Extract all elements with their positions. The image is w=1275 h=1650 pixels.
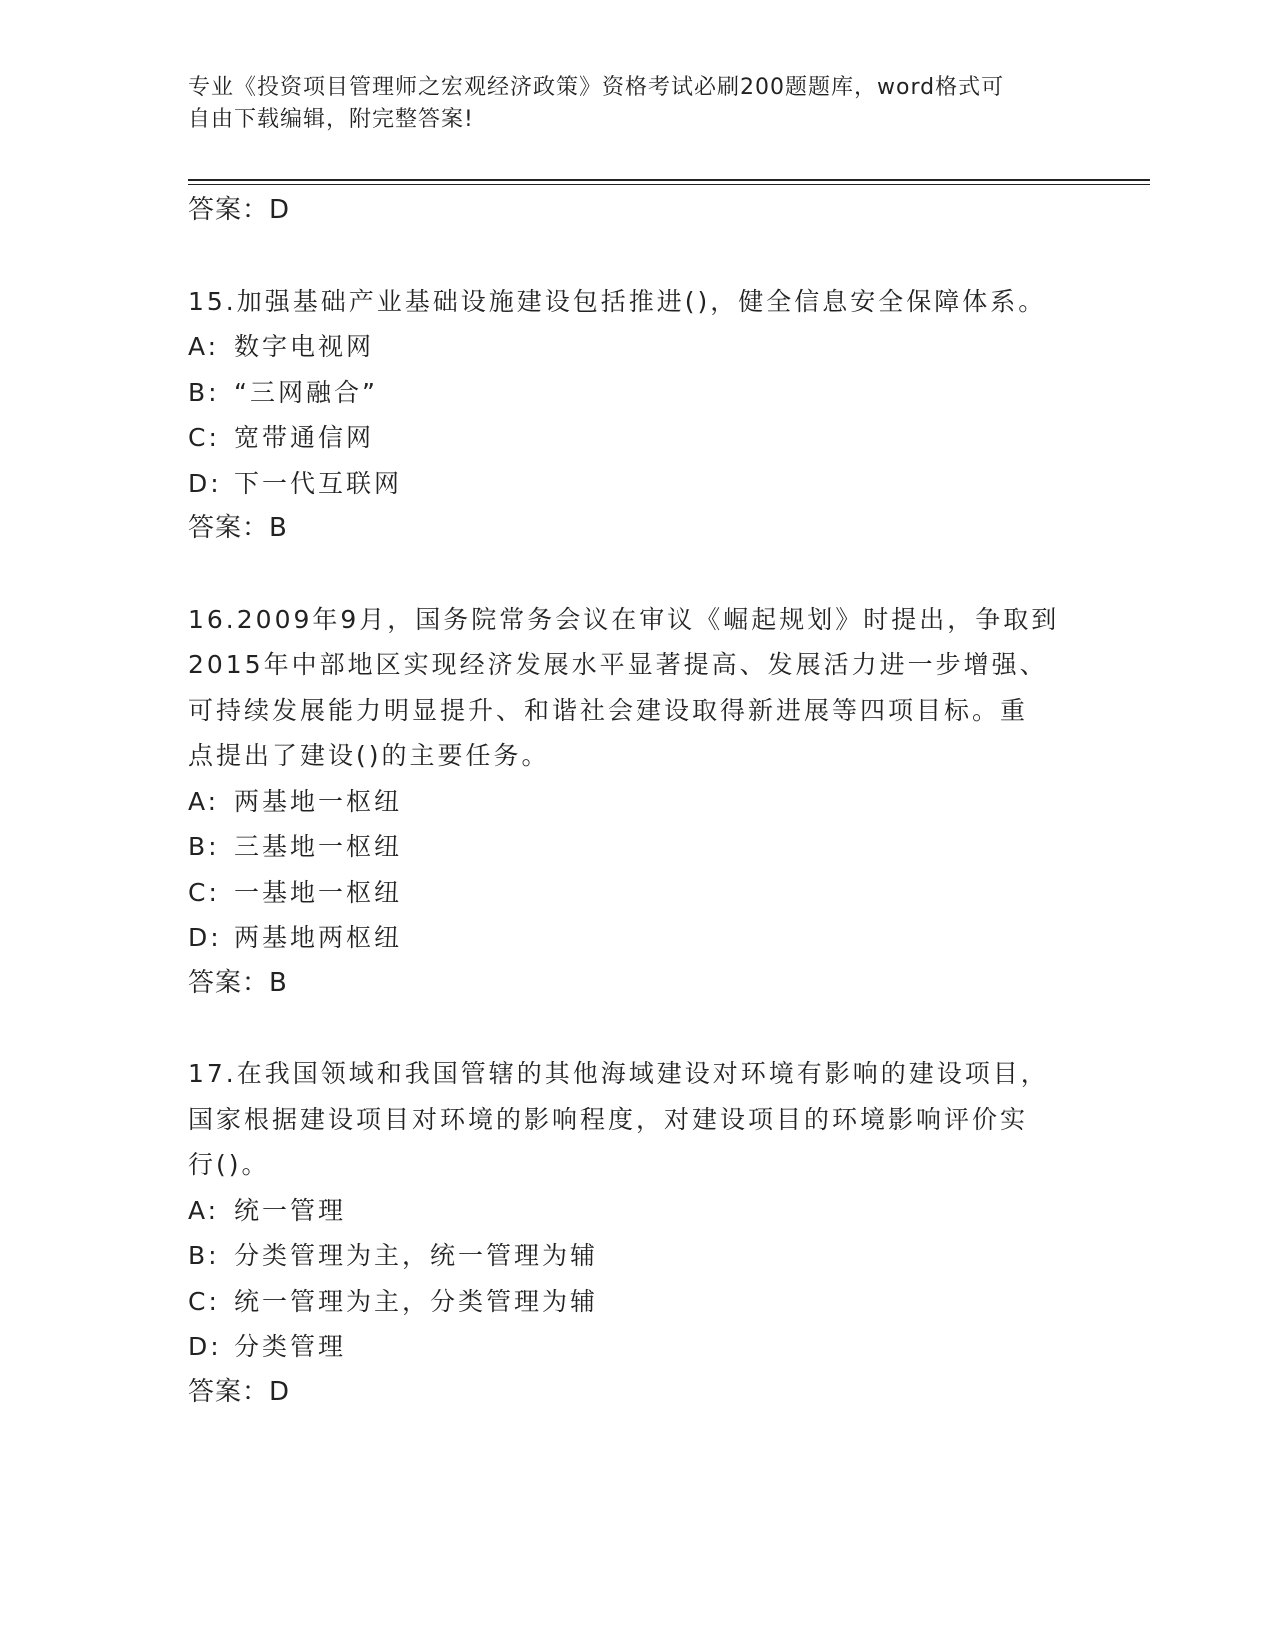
question-block xyxy=(188,279,1108,552)
option-c xyxy=(188,870,1108,916)
question-text: 15.加强基础产业基础设施建设包括推进()，健全信息安全保障体系。 xyxy=(188,286,1047,316)
question-block xyxy=(188,597,1108,1007)
question-text: 可持续发展能力明显提升、和谐社会建设取得新进展等四项目标。重 xyxy=(188,695,1029,725)
option-text: 数字电视网 xyxy=(234,332,375,361)
answer-line: 答案：B xyxy=(188,513,288,543)
option-c xyxy=(188,1279,1108,1325)
option-text: 一基地一枢纽 xyxy=(234,877,403,907)
option-letter: C: xyxy=(188,423,220,452)
option-b xyxy=(188,1233,1108,1279)
document-body xyxy=(188,188,1108,1415)
option-d xyxy=(188,1324,1108,1370)
option-text: 统一管理为主，分类管理为辅 xyxy=(234,1286,599,1316)
option-d xyxy=(188,915,1108,961)
option-letter: A: xyxy=(188,332,220,361)
option-d xyxy=(188,461,1108,507)
question-block xyxy=(188,1051,1108,1415)
option-text: 宽带通信网 xyxy=(234,423,375,452)
option-text: 分类管理为主，统一管理为辅 xyxy=(234,1241,599,1270)
option-letter: A: xyxy=(188,1195,220,1225)
answer-line: 答案：D xyxy=(188,1376,291,1407)
option-letter: D: xyxy=(188,1332,222,1361)
header-divider-thick xyxy=(188,179,1150,181)
option-letter: A: xyxy=(188,786,220,816)
option-c xyxy=(188,415,1108,461)
option-text: 两基地两枢纽 xyxy=(234,923,403,952)
option-text: 三基地一枢纽 xyxy=(234,832,403,861)
question-text: 点提出了建设()的主要任务。 xyxy=(188,741,550,770)
option-text: 统一管理 xyxy=(234,1195,347,1225)
option-letter: D: xyxy=(188,923,222,952)
option-letter: C: xyxy=(188,1286,220,1316)
answer-line: 答案：D xyxy=(188,195,291,225)
page-header xyxy=(188,72,1068,136)
option-b xyxy=(188,824,1108,870)
option-text: 分类管理 xyxy=(234,1332,347,1361)
option-text: 两基地一枢纽 xyxy=(234,786,403,816)
option-a xyxy=(188,324,1108,370)
header-line-2: 自由下载编辑，附完整答案! xyxy=(188,107,474,132)
option-text: 下一代互联网 xyxy=(234,468,403,498)
question-text: 行()。 xyxy=(188,1150,270,1179)
option-text: “三网融合” xyxy=(234,377,378,407)
header-line-1: 专业《投资项目管理师之宏观经济政策》资格考试必刷200题题库，word格式可 xyxy=(188,75,1005,100)
option-a xyxy=(188,1188,1108,1234)
question-text: 17.在我国领域和我国管辖的其他海域建设对环境有影响的建设项目， xyxy=(188,1059,1049,1088)
option-letter: B: xyxy=(188,377,220,407)
question-text: 2015年中部地区实现经济发展水平显著提高、发展活力进一步增强、 xyxy=(188,650,1048,679)
option-letter: D: xyxy=(188,468,222,498)
header-divider-thin xyxy=(188,184,1150,185)
answer-line: 答案：B xyxy=(188,967,288,998)
option-letter: C: xyxy=(188,877,220,907)
option-letter: B: xyxy=(188,1241,220,1270)
option-b xyxy=(188,370,1108,416)
question-text: 国家根据建设项目对环境的影响程度，对建设项目的环境影响评价实 xyxy=(188,1104,1029,1134)
option-a xyxy=(188,779,1108,825)
question-text: 16.2009年9月，国务院常务会议在审议《崛起规划》时提出，争取到 xyxy=(188,604,1060,634)
option-letter: B: xyxy=(188,832,220,861)
